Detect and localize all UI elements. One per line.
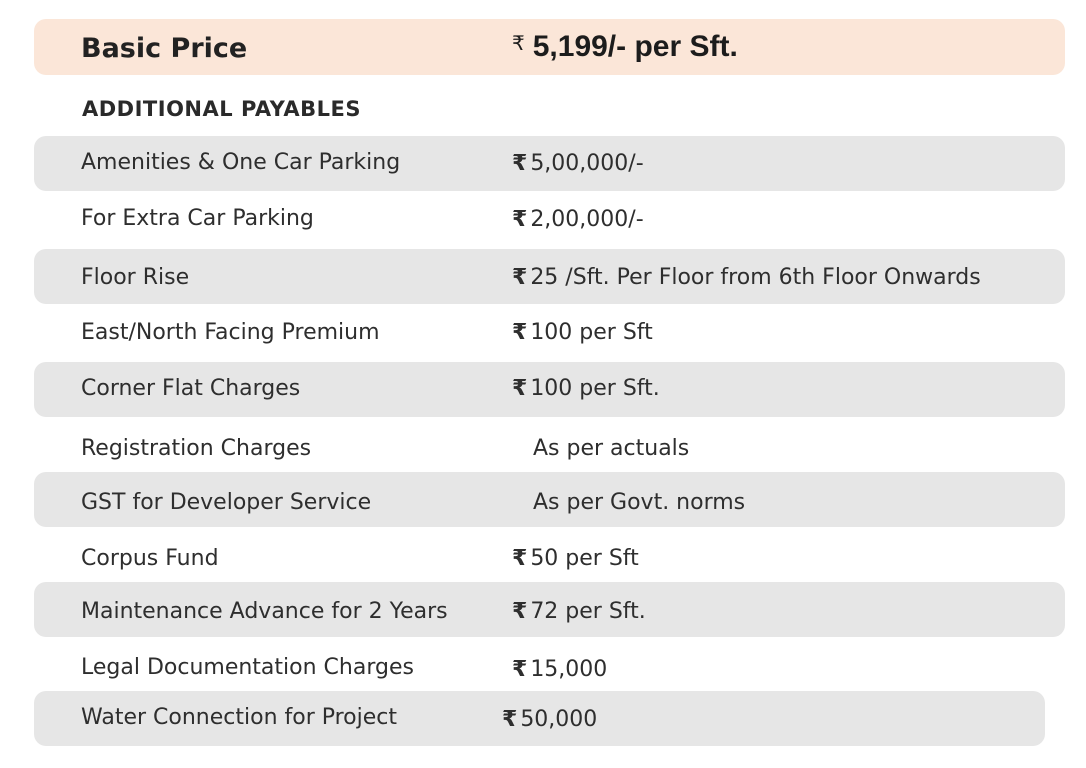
rupee-icon: ₹ [512,599,528,624]
row-label-corner-flat: Corner Flat Charges [81,376,301,401]
row-label-maintenance: Maintenance Advance for 2 Years [81,599,448,624]
rupee-icon: ₹ [512,657,528,682]
row-label-water: Water Connection for Project [81,705,398,730]
row-label-legal: Legal Documentation Charges [81,655,414,680]
rupee-icon: ₹ [512,546,528,571]
row-label-facing-premium: East/North Facing Premium [81,320,380,345]
row-value-corner-flat: ₹ 100 per Sft. [512,376,660,401]
row-label-gst: GST for Developer Service [81,490,372,515]
basic-price-amount: 5,199/- per Sft. [532,30,738,63]
row-value-maintenance: ₹ 72 per Sft. [512,599,646,624]
rupee-icon: ₹ [512,320,528,345]
row-label-amenities: Amenities & One Car Parking [81,150,401,175]
row-value-extra-parking: ₹ 2,00,000/- [512,207,644,232]
row-label-floor-rise: Floor Rise [81,265,190,290]
rupee-icon: ₹ [512,265,528,290]
rupee-icon: ₹ [512,207,528,232]
row-value-facing-premium: ₹ 100 per Sft [512,320,653,345]
row-value-water: ₹ 50,000 [502,707,598,732]
row-value-registration: As per actuals [533,436,690,461]
row-value-gst: As per Govt. norms [533,490,746,515]
row-value-legal: ₹ 15,000 [512,657,608,682]
basic-price-label: Basic Price [81,33,248,64]
rupee-icon: ₹ [512,33,525,55]
rupee-icon: ₹ [512,376,528,401]
row-value-floor-rise: ₹ 25 /Sft. Per Floor from 6th Floor Onwards [512,265,981,290]
rupee-icon: ₹ [512,151,528,176]
row-label-registration: Registration Charges [81,436,312,461]
row-value-corpus-fund: ₹ 50 per Sft [512,546,639,571]
row-label-corpus-fund: Corpus Fund [81,546,219,571]
row-value-amenities: ₹ 5,00,000/- [512,151,644,176]
section-title: ADDITIONAL PAYABLES [82,97,361,121]
basic-price-value [512,32,738,62]
rupee-icon: ₹ [502,707,518,732]
row-label-extra-parking: For Extra Car Parking [81,206,314,231]
